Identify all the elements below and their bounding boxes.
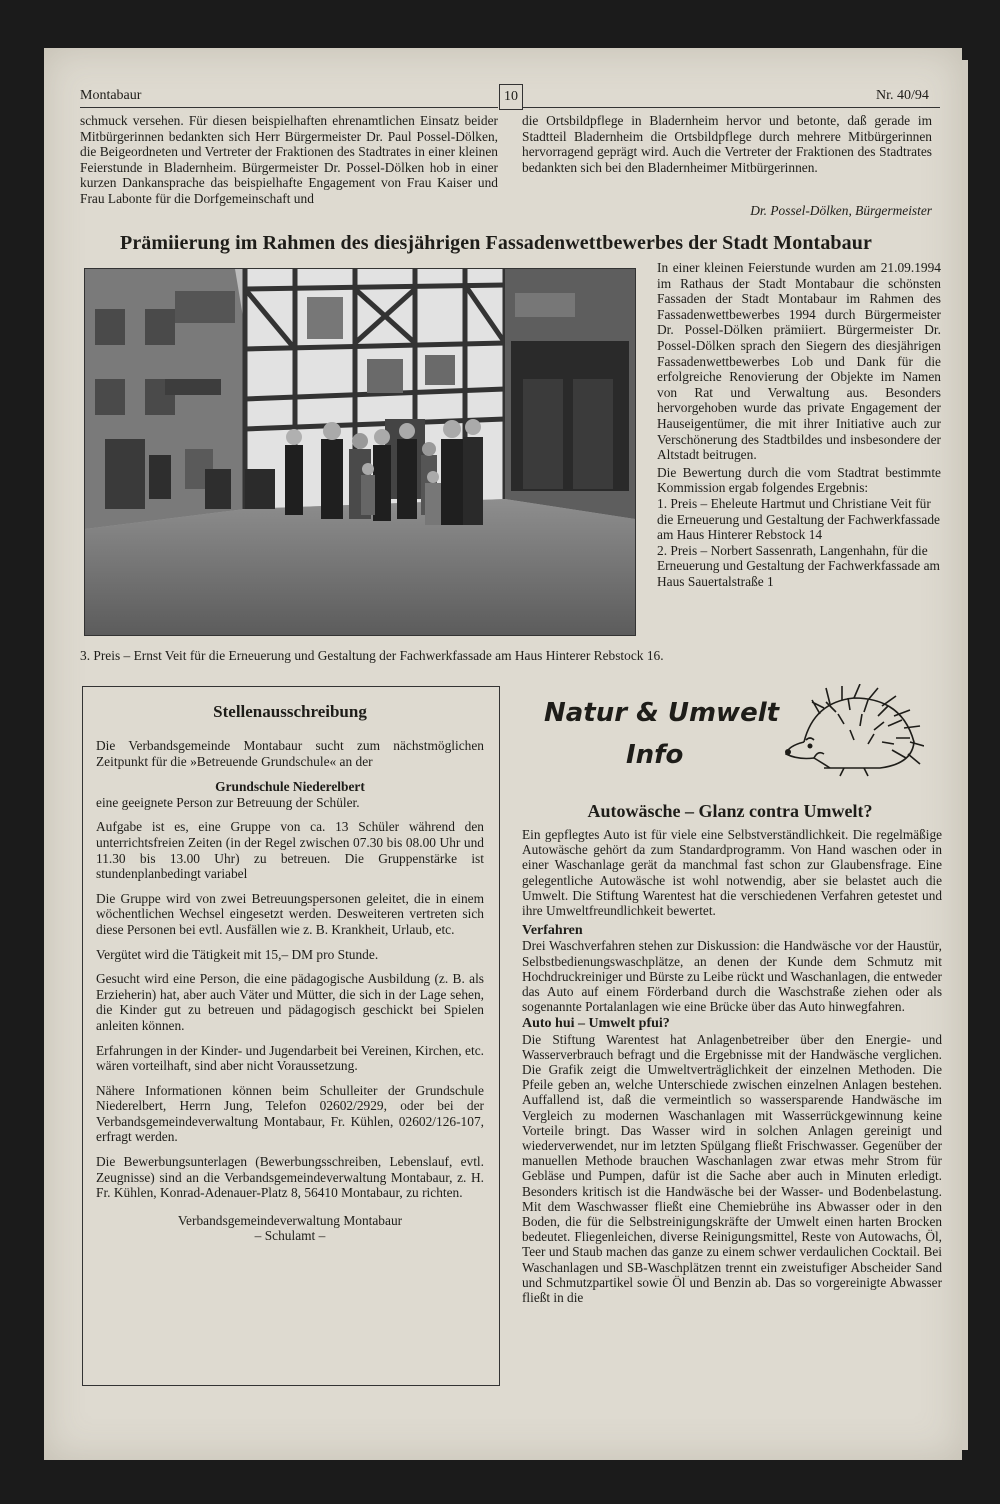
page-number-box xyxy=(499,84,523,110)
env-intro: Ein gepflegtes Auto ist für viele eine Selbstverständlichkeit. Die regelmäßige Autowäsche gehört da zum Standardprogramm. Von Hand waschen oder in einer Waschanlage gerät da manchmal fast schon zur Glaubensfrage. Eine gelegentliche Autowäsche ist wohl notwendig, aber sie belastet auch die Umwelt. Die Stiftung Warentest hat die verschiedenen Verfahren getestet und ihre Umweltfreundlichkeit bewertet. xyxy=(522,827,942,919)
article-prize-1: 1. Preis – Eheleute Hartmut und Christiane Veit für die Erneuerung und Gestaltung der Fachwerkfassade am Haus Hinterer Rebstock 14 xyxy=(657,495,940,543)
header-issue: Nr. 40/94 xyxy=(876,88,929,103)
photo-half-timbered-houses xyxy=(85,269,635,635)
env-body xyxy=(522,827,942,1305)
env-sub-1-text: Drei Waschverfahren stehen zur Diskussion: die Handwäsche vor der Haustür, Selbstbedienungswaschplätze, an denen der Kunde dem Schmutz mit Hochdruckreiniger und Bürste zu Leibe rückt und Waschanlagen, die entweder das Auto auf einem Förderband durch die Waschstraße ziehen oder als sogenannte Portalanlagen wie eine Brücke über das Auto hinwegfahren. xyxy=(522,938,942,1015)
job-ad-purpose: eine geeignete Person zur Betreuung der Schüler. xyxy=(96,794,360,810)
top-right-text: die Ortsbildpflege in Bladernheim hervor und betonte, daß gerade im Stadtteil Bladernheim die Ortsbildpflege durch mehrere Mitbürgerinnen hervorragend geprägt wird. Auch die Vertreter der Fraktionen des Stadtrates bedankten sich bei den Bladernheimer Mitbürgerinnen. xyxy=(522,113,932,175)
env-headline: Autowäsche – Glanz contra Umwelt? xyxy=(587,801,873,821)
header-rule-left xyxy=(80,107,498,108)
natur-title-line2: Info xyxy=(626,740,684,770)
job-ad-p2: Die Gruppe wird von zwei Betreuungspersonen geleitet, die in einem wöchentlichen Wechsel eingesetzt werden. Desweiteren vertreten sich diese Personen bei evtl. Ausfällen wie z. B. Krankheit, Urlaub, etc. xyxy=(96,890,484,937)
job-ad-p3: Vergütet wird die Tätigkeit mit 15,– DM pro Stunde. xyxy=(96,946,379,962)
job-ad-p7: Die Bewerbungsunterlagen (Bewerbungsschreiben, Lebenslauf, evtl. Zeugnisse) sind an die Verbandsgemeindeverwaltung Montabaur, z. H. Fr. Kühlen, Konrad-Adenauer-Platz 8, 56410 Montabaur, zu richten. xyxy=(96,1154,484,1201)
hedgehog-icon xyxy=(784,684,924,778)
env-sub-1: Verfahren xyxy=(522,923,583,939)
job-ad-p6: Nähere Informationen können beim Schulleiter der Grundschule Niederelbert, Herrn Jung, Telefon 02602/2929, oder bei der Verbandsgemeindeverwaltung Montabaur, Fr. Kühlen, 02602/126-107, erfragt werden. xyxy=(96,1082,484,1145)
job-ad-sign-1: Verbandsgemeindeverwaltung Montabaur xyxy=(177,1212,403,1228)
top-right-signature: Dr. Possel-Dölken, Bürgermeister xyxy=(750,203,932,218)
job-ad-intro: Die Verbandsgemeinde Montabaur sucht zum nächstmöglichen Zeitpunkt für die »Betreuende Grundschule« an der xyxy=(96,738,484,769)
article-prize-3: 3. Preis – Ernst Veit für die Erneuerung und Gestaltung der Fachwerkfassade am Haus Hinterer Rebstock 16. xyxy=(80,648,664,663)
article-photo xyxy=(84,268,636,636)
natur-title-line1: Natur & Umwelt xyxy=(544,698,780,728)
job-ad-p5: Erfahrungen in der Kinder- und Jugendarbeit bei Vereinen, Kirchen, etc. wären vorteilhaft, sind aber nicht Voraussetzung. xyxy=(96,1042,484,1074)
header-town: Montabaur xyxy=(80,88,142,103)
job-ad-title: Stellenausschreibung xyxy=(213,702,367,721)
top-left-text: schmuck versehen. Für diesen beispielhaften ehrenamtlichen Einsatz beider Mitbürgerinnen bedankten sich Herr Bürgermeister Dr. Paul Possel-Dölken, die Beigeordneten und Vertreter der Fraktionen des Stadtrates in einer kleinen Feierstunde in Bladernheim. Bürgermeister Dr. Possel-Dölken hob in einer kurzen Dankansprache das beispielhafte Engagement von Frau Kaiser und Frau Labonte für die Dorfgemeinschaft und xyxy=(80,113,498,206)
article-headline: Prämiierung im Rahmen des diesjährigen Fassadenwettbewerbes der Stadt Montabaur xyxy=(120,232,872,254)
env-sub-2: Auto hui – Umwelt pfui? xyxy=(522,1016,670,1032)
env-sub-2-text: Die Stiftung Warentest hat Anlagenbetreiber über den Energie- und Wasserverbrauch befragt und die Ergebnisse mit der Handwäsche verglichen. Die Grafik zeigt die Umweltverträglichkeit der einzelnen Methoden. Die Pfeile geben an, welche Unterschiede zwischen einzelnen Anlagen bestehen. Auffallend ist, daß die vermeintlich so wassersparende Handwäsche im Vergleich zu modernen Waschanlagen mit Wasserrückgewinnung keine Vorteile bringt. Das Wasser wird in solchen Anlagen gereinigt und wiederverwendet, nur im letzten Spülgang fließt Frischwasser. Gegenüber der manuellen Methode brauchen Waschanlagen zwar etwas mehr Strom für Gebläse und Pumpen, dafür ist die Sache aber auch in Minuten erledigt. Besonders kritisch ist die Handwäsche bei der Wasser- und Bodenbelastung. Mit dem Waschwasser fließt eine Chemiebrühe ins Abwasser oder in den Boden, die für die Selbstreinigungskräfte der Umwelt einen harten Brocken bedeutet. Fliegenleichen, diverse Reinigungsmittel, Reste von Autowachs, Öl, Teer und Staub machen das ganze zu einem schwer verdaulichen Cocktail. Bei Waschanlagen und SB-Waschplätzen trennt ein zweistufiger Abscheider Sand und Schmutzpartikel sowie Öl und Benzin ab. Das so vorgereinigte Abwasser fließt in die xyxy=(522,1031,942,1306)
article-paragraph-1: In einer kleinen Feierstunde wurden am 21.09.1994 im Rathaus der Stadt Montabaur die schönsten Fassaden der Stadt Montabaur im Rahmen des Fassadenwettbewerbes 1994 durch Bürgermeister Dr. Possel-Dölken prämiiert. Bürgermeister Dr. Possel-Dölken sprach den Siegern des diesjährigen Fassadenwettbewerbes Lob und Dank für die erfolgreiche Renovierung der Objekte im Namen von Rat und Verwaltung aus. Besonders hervorgehoben wurde das private Engagement der Hauseigentümer, die mit ihrer Initiative auch zur Verschönerung des Stadtbildes und insbesondere der Altstadt beitrugen. xyxy=(657,260,941,463)
job-ad-p4: Gesucht wird eine Person, die eine pädagogische Ausbildung (z. B. als Erzieherin) hat, aber auch Väter und Mütter, die sich in der Lage sehen, die Kinder gut zu betreuen und pädagogisch geschickt bei Spielen anleiten können. xyxy=(96,971,484,1033)
job-ad-sign-2: – Schulamt – xyxy=(254,1228,326,1244)
article-text-col xyxy=(657,260,941,589)
page-number: 10 xyxy=(504,89,518,104)
article-prize-2: 2. Preis – Norbert Sassenrath, Langenhahn, für die Erneuerung und Gestaltung der Fachwerkfassade am Haus Sauertalstraße 1 xyxy=(657,542,940,589)
job-ad-school: Grundschule Niederelbert xyxy=(215,779,365,795)
job-ad-p1: Aufgabe ist es, eine Gruppe von ca. 13 Schüler während den unterrichtsfreien Zeiten (in der Regel zwischen 07.30 bis 08.00 Uhr und 11.30 bis 13.00 Uhr) zu betreuen. Die Gruppenstärke ist stundenplanbedingt variabel xyxy=(96,819,484,882)
job-ad-body xyxy=(96,738,484,1244)
header-rule-right xyxy=(522,107,940,108)
article-paragraph-2: Die Bewertung durch die vom Stadtrat bestimmte Kommission ergab folgendes Ergebnis: xyxy=(657,464,941,496)
